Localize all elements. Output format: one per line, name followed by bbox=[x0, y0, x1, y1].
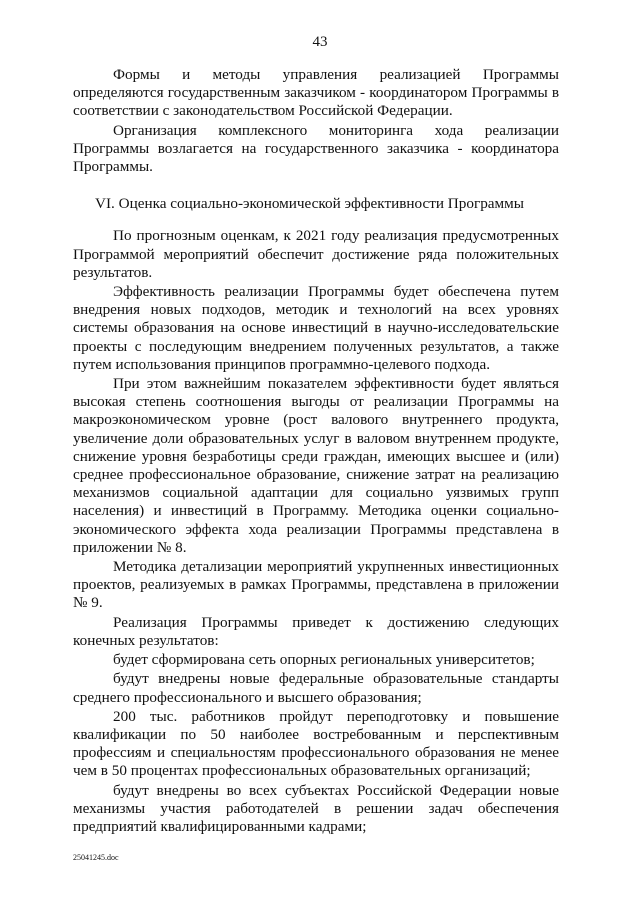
list-item-employers: будут внедрены во всех субъектах Российской Федерации новые механизмы участия работодателей в решении задач обеспечения предприятий квалифицированными кадрами; bbox=[73, 781, 559, 835]
paragraph-management-forms: Формы и методы управления реализацией Программы определяются государственным заказчиком - координатором Программы в соответствии с законодательством Российской Федерации. bbox=[73, 66, 559, 120]
list-item-standards: будут внедрены новые федеральные образовательные стандарты среднего профессионального и высшего образования; bbox=[73, 670, 559, 706]
paragraph-efficiency: Эффективность реализации Программы будет обеспечена путем внедрения новых подходов, методик и технологий на всех уровнях системы образования на основе инвестиций в научно-исследовательские проекты с последующим внедрением полученных результатов, а также путем использования принципов программно-целевого подхода. bbox=[73, 283, 559, 373]
page-number: 43 bbox=[312, 34, 328, 50]
list-item-universities: будет сформирована сеть опорных региональных университетов; bbox=[113, 651, 535, 669]
paragraph-detail-methodology: Методика детализации мероприятий укрупненных инвестиционных проектов, реализуемых в рамках Программы, представлена в приложении № 9. bbox=[73, 558, 559, 612]
list-item-retraining: 200 тыс. работников пройдут переподготовку и повышение квалификации по 50 наиболее востребованным и перспективным профессиям и специальностям профессионального образования не менее чем в 50 процентах профессиональных образовательных организаций; bbox=[73, 707, 559, 780]
paragraph-results-intro: Реализация Программы приведет к достижению следующих конечных результатов: bbox=[73, 613, 559, 649]
paragraph-key-indicator: При этом важнейшим показателем эффективности будет являться высокая степень соотношения выгоды от реализации Программы на макроэкономическом уровне (рост валового внутреннего продукта, увеличение доли образовательных услуг в валовом внутреннем продукте, снижение уровня безработицы среди граждан, имеющих высшее и (или) среднее профессиональное образование, снижение затрат на реализацию механизмов социальной адаптации для социально уязвимых групп населения) и инвестиций в Программу. Методика оценки социально-экономического эффекта хода реализации Программы представлена в приложении № 8. bbox=[73, 375, 559, 556]
document-body bbox=[73, 66, 559, 837]
section-heading: VI. Оценка социально-экономической эффективности Программы bbox=[95, 195, 524, 213]
paragraph-monitoring: Организация комплексного мониторинга хода реализации Программы возлагается на государственного заказчика - координатора Программы. bbox=[73, 121, 559, 176]
document-filename: 25041245.doc bbox=[73, 853, 119, 862]
paragraph-forecast: По прогнозным оценкам, к 2021 году реализация предусмотренных Программой мероприятий обеспечит достижение ряда положительных результатов. bbox=[73, 227, 559, 281]
